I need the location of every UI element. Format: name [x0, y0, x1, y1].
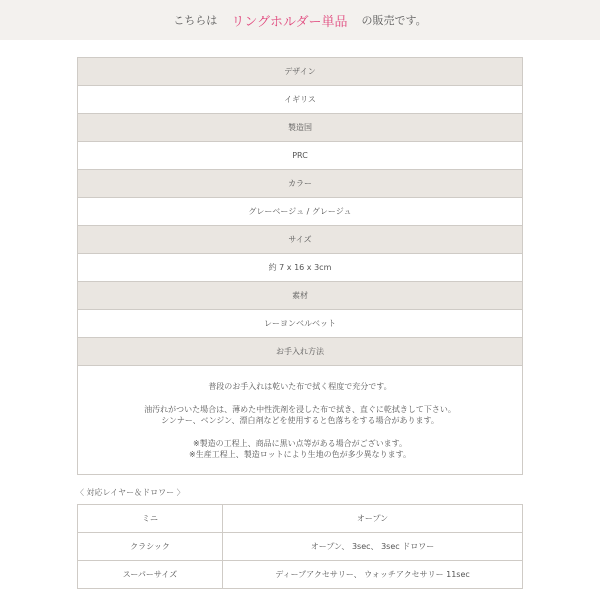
- spec-color-label: カラー: [78, 170, 523, 198]
- notice-prefix: こちらは: [173, 14, 218, 27]
- spec-design-value: イギリス: [78, 86, 523, 114]
- notice-highlight: リングホルダー単品: [231, 14, 348, 30]
- compat-name-cell: スーパーサイズ: [78, 561, 223, 589]
- care-line: ※製造の工程上、商品に黒い点等がある場合がございます。: [192, 438, 408, 448]
- care-line: シンナー、ベンジン、漂白剤などを使用すると色落ちをする場合があります。: [161, 415, 439, 425]
- spec-care-label: お手入れ方法: [78, 338, 523, 366]
- compat-value-cell: オープン: [223, 505, 523, 533]
- table-row: [78, 533, 523, 561]
- notice-suffix: の販売です。: [361, 14, 427, 27]
- spec-design-label: デザイン: [78, 58, 523, 86]
- compat-value-cell: ディープアクセサリー、 ウォッチアクセサリー 11sec: [223, 561, 523, 589]
- table-row: [78, 561, 523, 589]
- spec-origin-label: 製造国: [78, 114, 523, 142]
- spec-material-label: 素材: [78, 282, 523, 310]
- care-line: 油汚れがついた場合は、薄めた中性洗剤を浸した布で拭き、直ぐに乾拭きして下さい。: [144, 404, 456, 414]
- compat-section-label: 〈 対応レイヤー＆ドロワー 〉: [76, 488, 185, 497]
- spec-care-text: [78, 366, 523, 475]
- compat-name-cell: クラシック: [78, 533, 223, 561]
- compat-name-cell: ミニ: [78, 505, 223, 533]
- care-line: 普段のお手入れは乾いた布で拭く程度で充分です。: [208, 381, 392, 391]
- spec-size-label: サイズ: [78, 226, 523, 254]
- spec-material-value: レーヨンベルベット: [78, 310, 523, 338]
- compat-value-cell: オープン、 3sec、 3sec ドロワー: [223, 533, 523, 561]
- spec-size-value: 約 7 x 16 x 3cm: [78, 254, 523, 282]
- notice-banner: [0, 0, 600, 40]
- spec-table: [77, 57, 523, 475]
- care-line: ※生産工程上、製造ロットにより生地の色が多少異なります。: [189, 449, 411, 459]
- spec-color-value: グレーベージュ / グレージュ: [78, 198, 523, 226]
- table-row: [78, 505, 523, 533]
- spec-origin-value: PRC: [78, 142, 523, 170]
- compat-table: [77, 504, 523, 589]
